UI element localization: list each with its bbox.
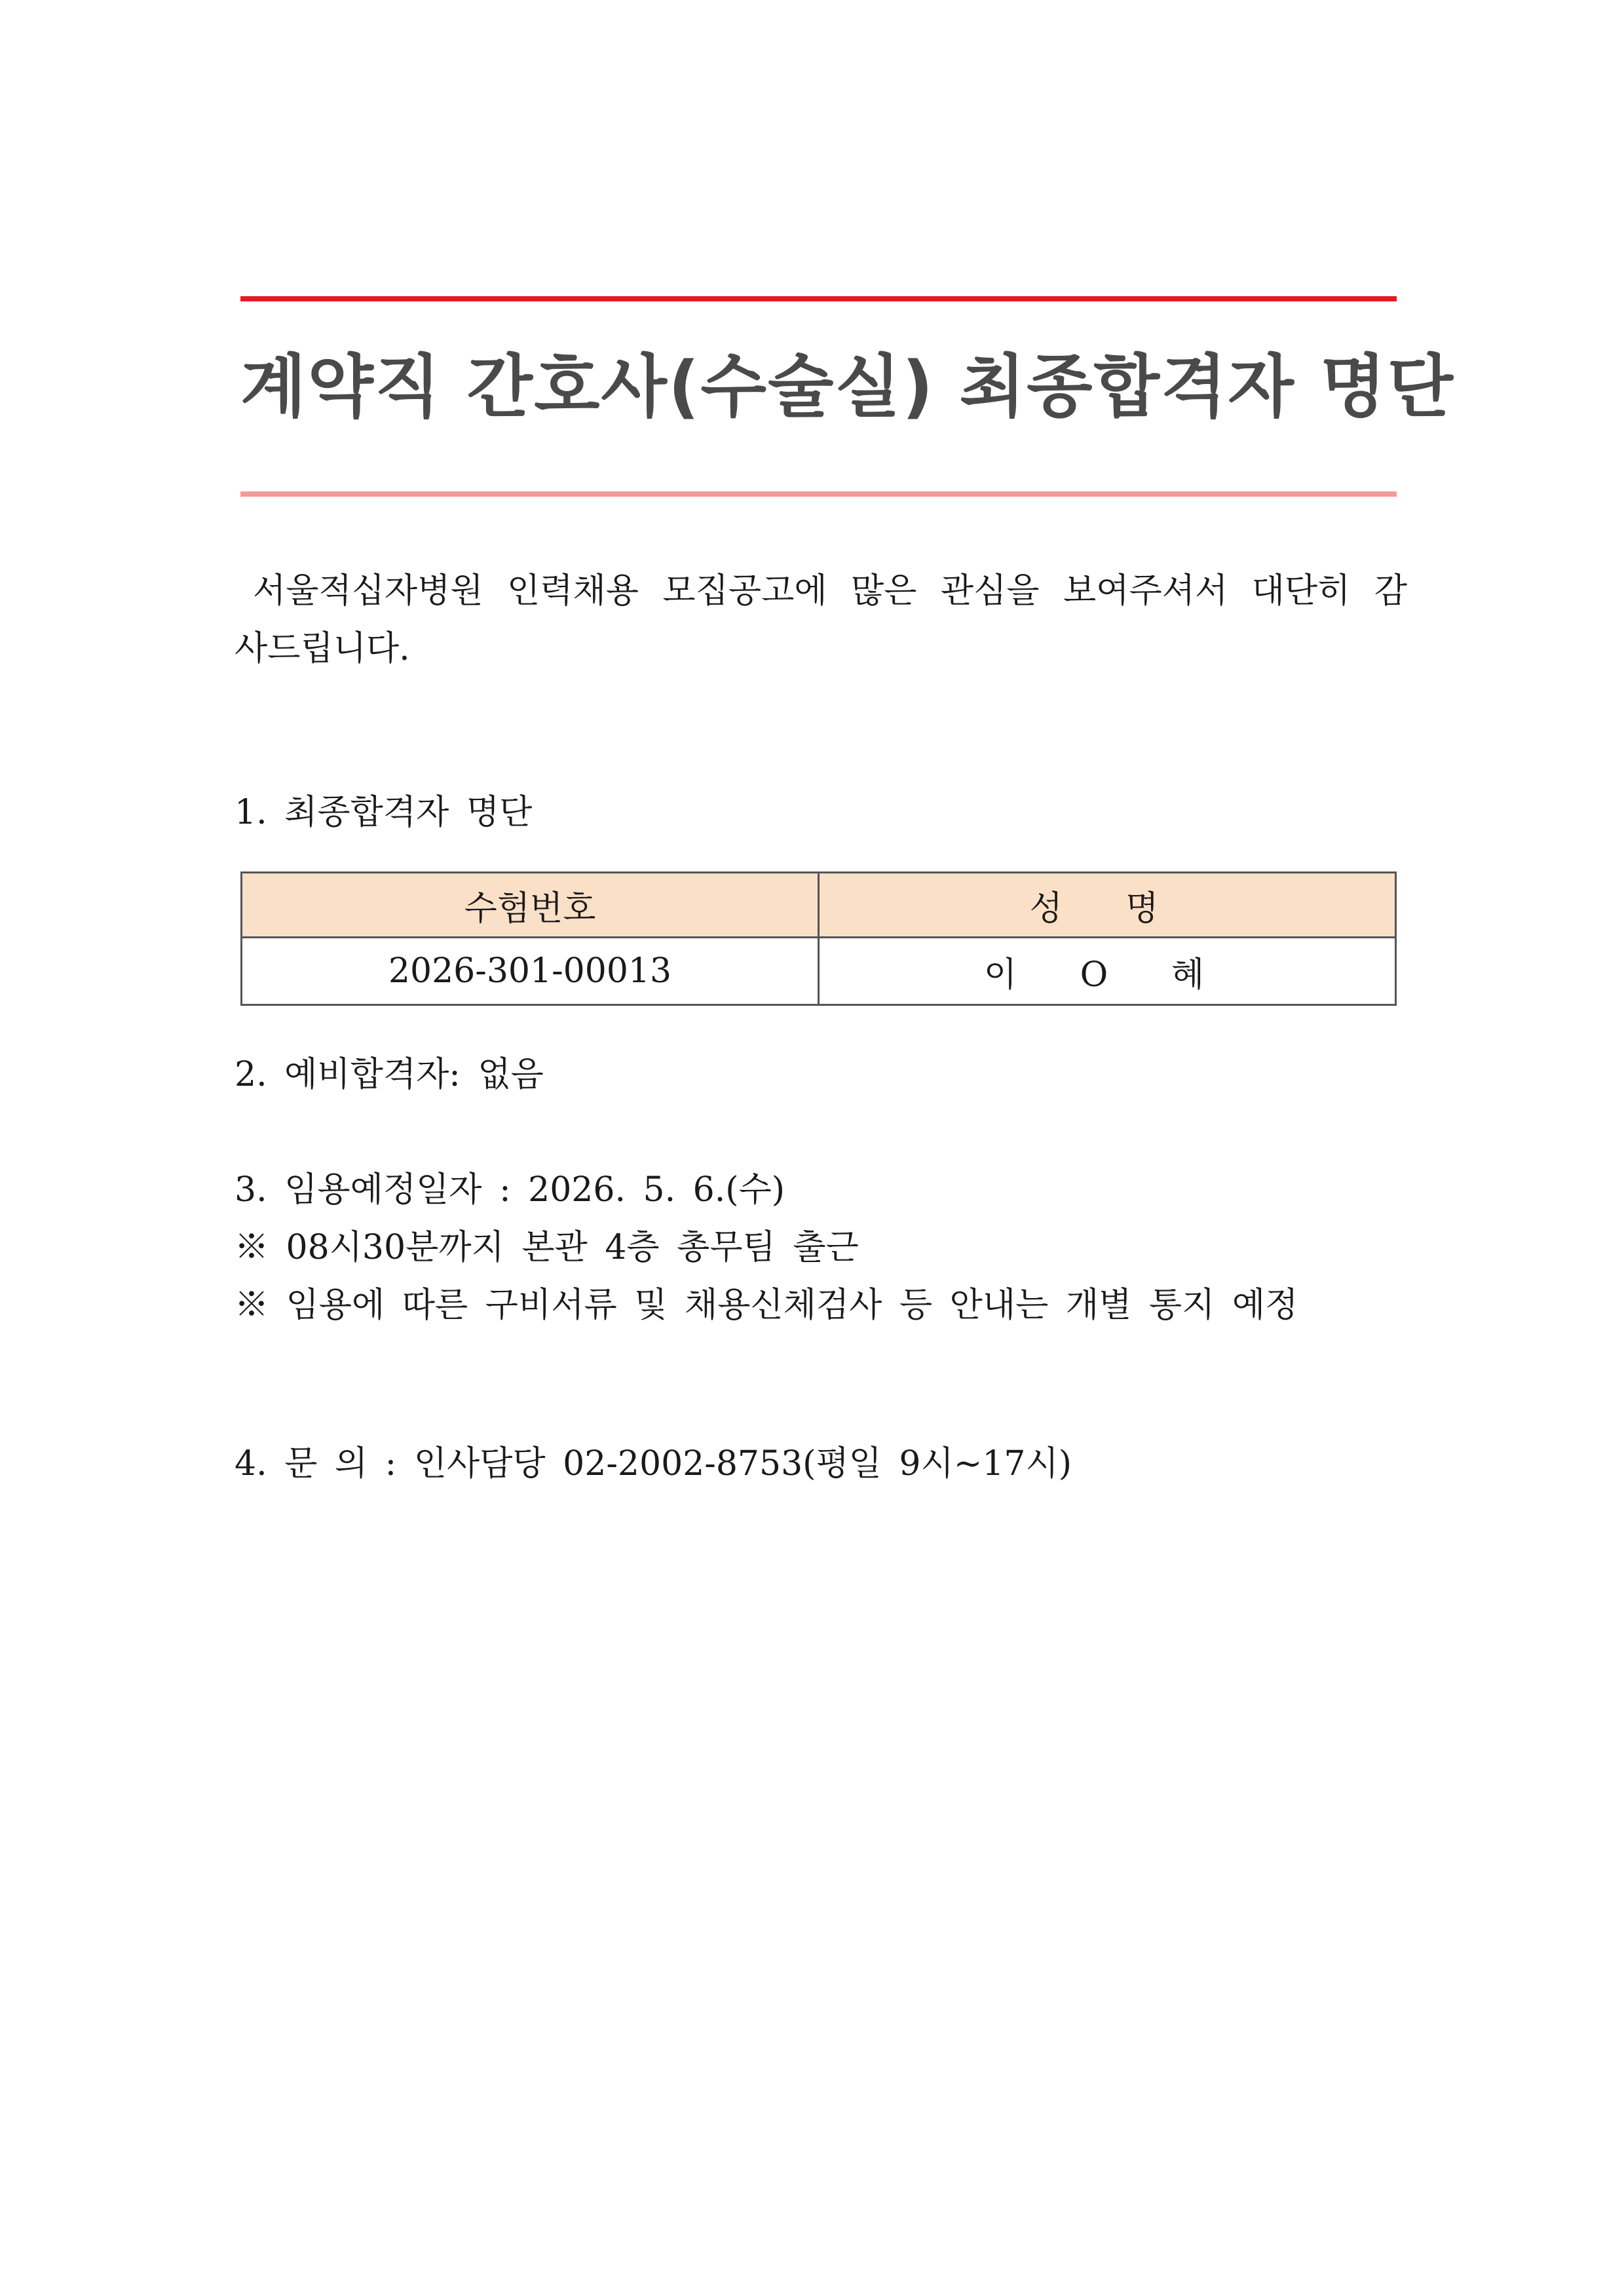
intro-paragraph: 서울적십자병원 인력채용 모집공고에 많은 관심을 보여주셔서 대단히 감사드립니다. [235,571,1407,668]
title-top-rule [240,296,1397,301]
section-2-heading: 2. 예비합격자: 없음 [235,1055,544,1094]
section-4-contact: 4. 문 의 : 인사담당 02-2002-8753(평일 9시~17시) [235,1444,1072,1483]
finalist-table [240,871,1397,1006]
section-3-note-1: ※ 08시30분까지 본관 4층 총무팀 출근 [235,1228,859,1267]
section-3-heading: 3. 임용예정일자 : 2026. 5. 6.(수) [235,1170,785,1210]
table-row [242,938,1396,1005]
page-title: 계약직 간호사(수술실) 최종합격자 명단 [240,347,1455,427]
table-header-row [242,873,1396,938]
header-name: 성 명 [819,873,1396,938]
title-bottom-rule [240,491,1397,497]
cell-name: 이 O 혜 [819,938,1396,1005]
section-1-heading: 1. 최종합격자 명단 [235,793,533,832]
cell-exam-number: 2026-301-00013 [242,938,819,1005]
section-3-note-2: ※ 임용에 따른 구비서류 및 채용신체검사 등 안내는 개별 통지 예정 [235,1286,1298,1325]
header-exam-number: 수험번호 [242,873,819,938]
